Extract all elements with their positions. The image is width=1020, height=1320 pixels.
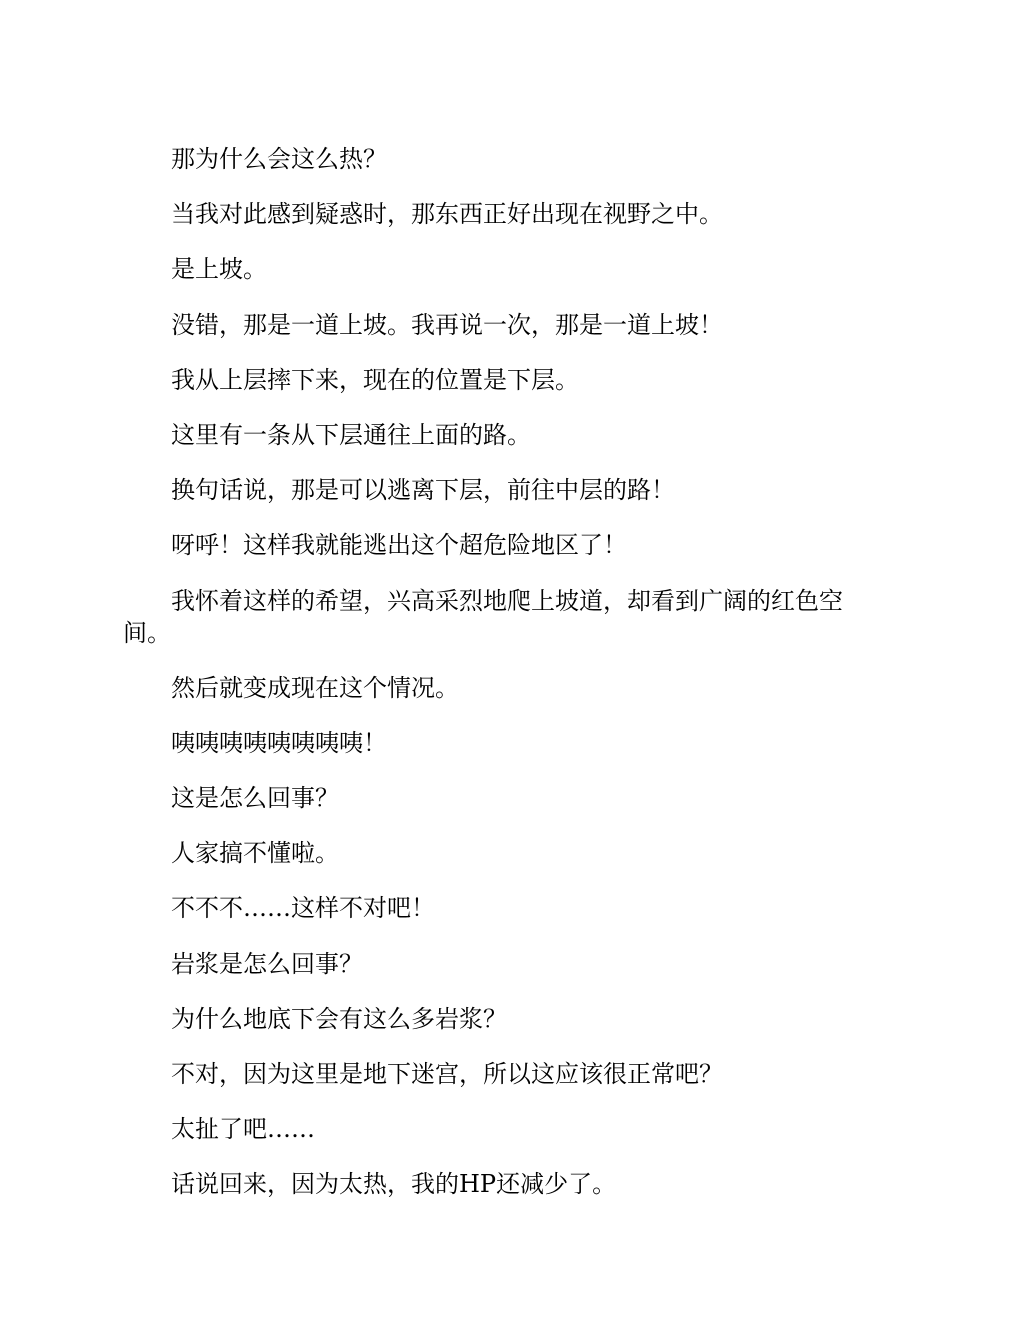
paragraph: 换句话说，那是可以逃离下层，前往中层的路！ <box>171 476 675 505</box>
paragraph: 然后就变成现在这个情况。 <box>171 673 459 702</box>
paragraph: 话说回来，因为太热，我的HP还减少了。 <box>171 1170 617 1199</box>
paragraph: 咦咦咦咦咦咦咦咦！ <box>171 728 387 757</box>
document-body <box>123 143 883 1224</box>
paragraph: 不对，因为这里是地下迷宫，所以这应该很正常吧？ <box>171 1060 723 1088</box>
paragraph: 那为什么会这么热？ <box>171 145 387 173</box>
paragraph: 没错，那是一道上坡。我再说一次，那是一道上坡！ <box>171 310 723 339</box>
paragraph: 人家搞不懂啦。 <box>171 839 339 868</box>
paragraph: 这里有一条从下层通往上面的路。 <box>171 420 531 449</box>
paragraph: 我从上层摔下来，现在的位置是下层。 <box>171 365 579 394</box>
paragraph: 我怀着这样的希望，兴高采烈地爬上坡道，却看到广阔的红色空间。 <box>123 586 843 647</box>
paragraph: 不不不……这样不对吧！ <box>171 894 435 923</box>
paragraph: 为什么地底下会有这么多岩浆？ <box>171 1004 507 1033</box>
paragraph: 呀呼！这样我就能逃出这个超危险地区了！ <box>171 531 627 560</box>
paragraph: 太扯了吧…… <box>171 1115 315 1144</box>
paragraph: 是上坡。 <box>171 255 267 284</box>
paragraph: 这是怎么回事？ <box>171 784 339 813</box>
paragraph: 当我对此感到疑惑时，那东西正好出现在视野之中。 <box>171 200 723 229</box>
paragraph: 岩浆是怎么回事？ <box>171 949 363 978</box>
